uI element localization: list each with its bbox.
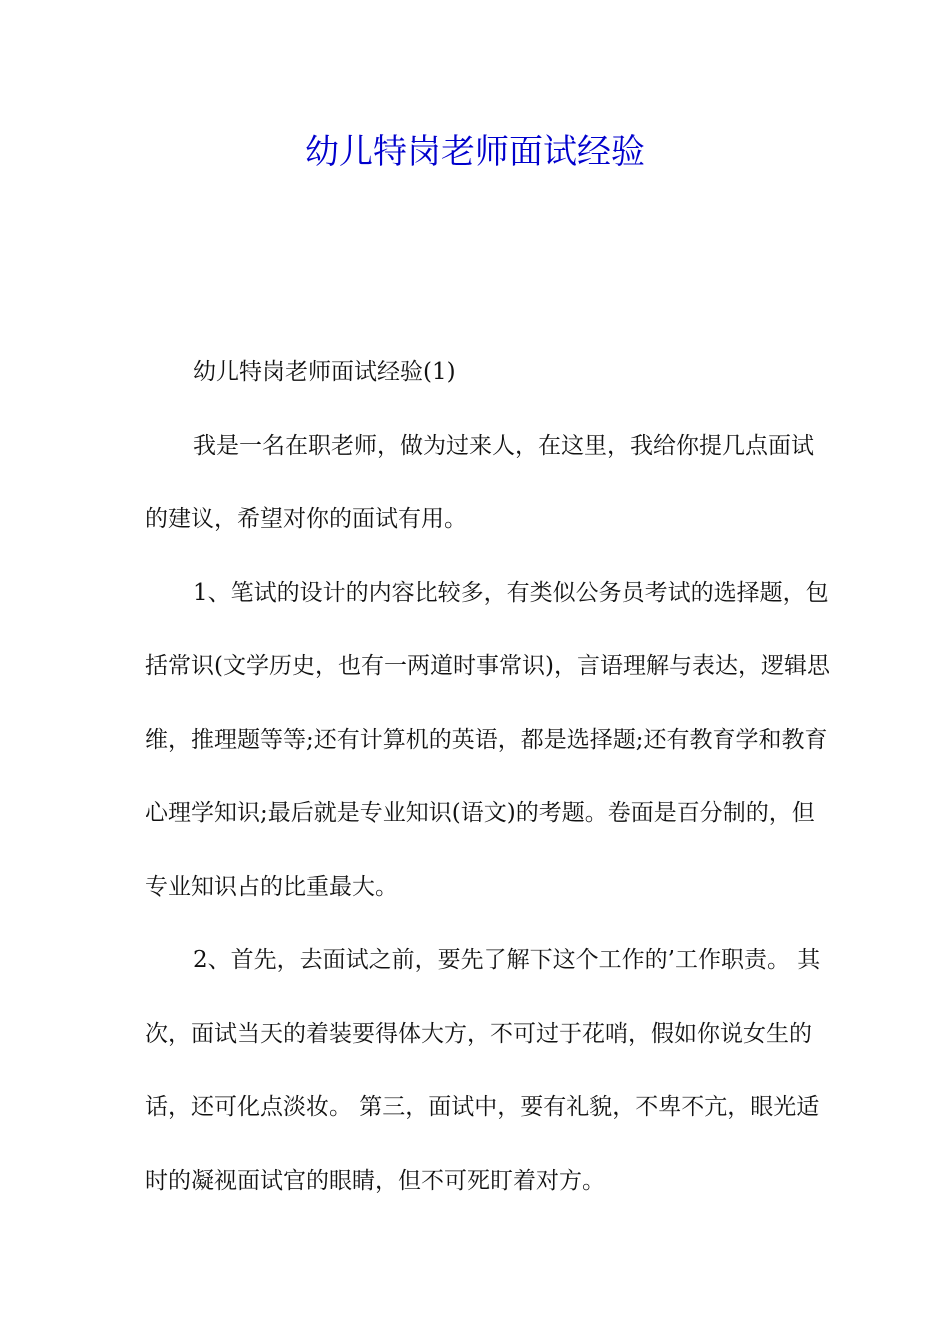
written-test-paragraph: 1、笔试的设计的内容比较多，有类似公务员考试的选择题，包括常识(文学历史，也有一两道时事常识)，言语理解与表达，逻辑思维，推理题等等;还有计算机的英语，都是选择题;还有教育学和教育心理学知识;最后就是专业知识(语文)的考题。卷面是百分制的，但专业知识占的比重最大。 [145,579,830,900]
intro-paragraph: 我是一名在职老师，做为过来人，在这里，我给你提几点面试的建议，希望对你的面试有用。 [145,432,814,532]
document-body [145,336,835,1218]
interview-tips-paragraph: 2、首先，去面试之前，要先了解下这个工作的’工作职责。 其次，面试当天的着装要得体大方，不可过于花哨，假如你说女生的话，还可化点淡妆。 第三，面试中，要有礼貌，不卑不亢，眼光适时的凝视面试官的眼睛，但不可死盯着对方。 [145,947,821,1194]
document-title: 幼儿特岗老师面试经验 [305,132,645,172]
section-heading: 幼儿特岗老师面试经验(1) [193,359,456,385]
